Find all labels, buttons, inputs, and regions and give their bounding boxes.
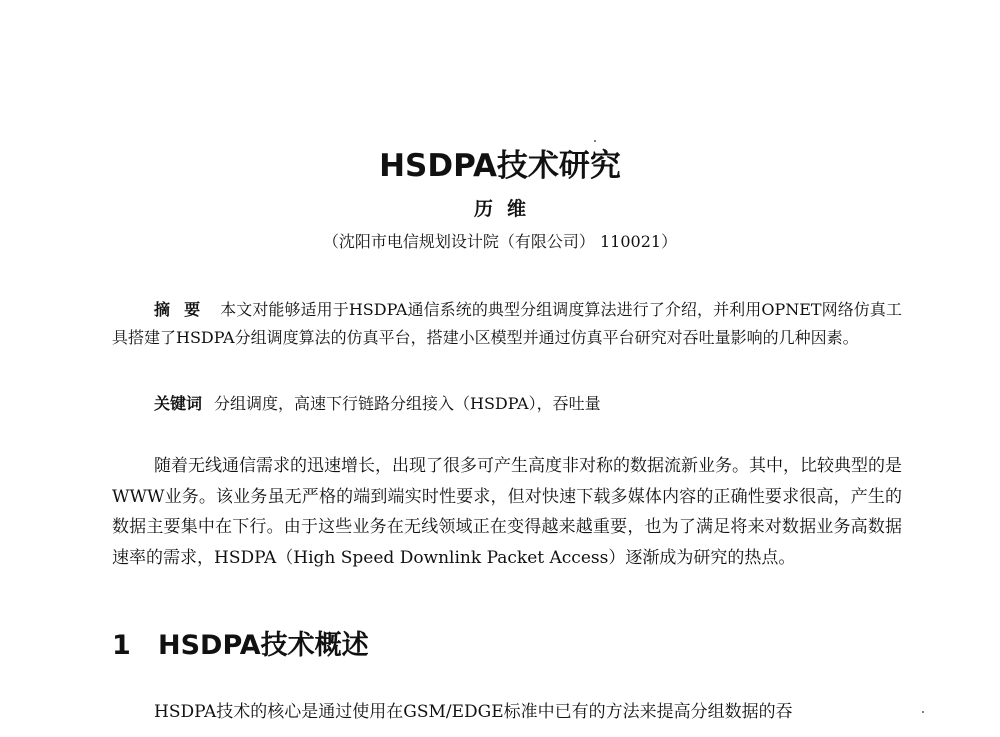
section-paragraph: HSDPA技术的核心是通过使用在GSM/EDGE标准中已有的方法来提高分组数据的吞 <box>154 702 793 722</box>
abstract-text: 本文对能够适用于HSDPA通信系统的典型分组调度算法进行了介绍，并利用OPNET网络仿真工具搭建了HSDPA分组调度算法的仿真平台，搭建小区模型并通过仿真平台研究对吞吐量影响的几种因素。 <box>112 300 902 347</box>
intro-paragraph: 随着无线通信需求的迅速增长，出现了很多可产生高度非对称的数据流新业务。其中，比较典型的是WWW业务。该业务虽无严格的端到端实时性要求，但对快速下载多媒体内容的正确性要求很高，产生的数据主要集中在下行。由于这些业务在无线领域正在变得越来越重要，也为了满足将来对数据业务高数据速率的需求，HSDPA（High Speed Downlink Packet Access）逐渐成为研究的热点。 <box>112 456 902 568</box>
scan-speck <box>594 140 596 142</box>
section-number: 1 <box>112 630 131 661</box>
keywords-label: 关键词 <box>154 394 203 413</box>
keywords-paragraph <box>112 390 902 418</box>
paper-author: 历维 <box>473 198 540 220</box>
keywords-text: 分组调度，高速下行链路分组接入（HSDPA），吞吐量 <box>214 394 601 413</box>
paper-title: HSDPA技术研究 <box>379 148 621 184</box>
abstract-paragraph <box>112 296 902 352</box>
section-title: HSDPA技术概述 <box>158 630 369 661</box>
author-affiliation: （沈阳市电信规划设计院（有限公司） 110021） <box>322 232 678 251</box>
scan-speck <box>922 711 924 713</box>
abstract-label: 摘要 <box>154 300 215 319</box>
section-heading <box>112 628 369 664</box>
